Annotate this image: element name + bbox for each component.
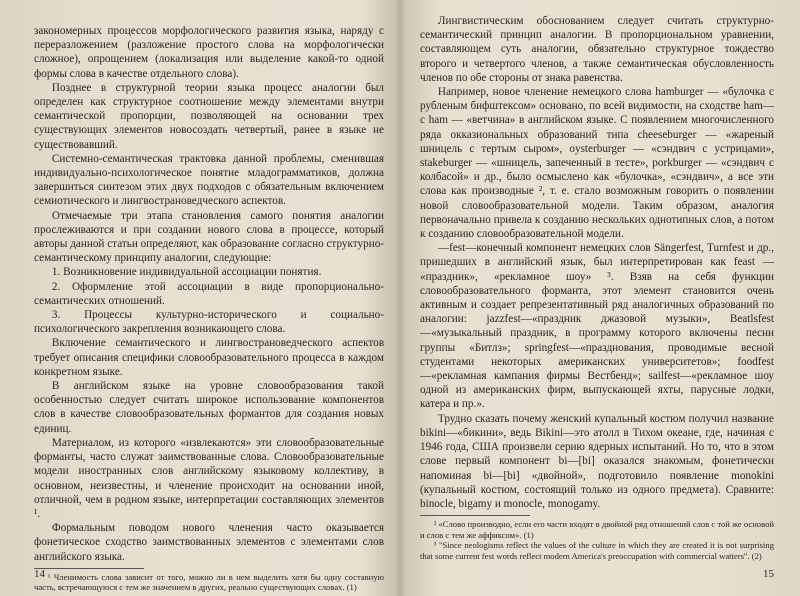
paragraph: закономерных процессов морфологического развития языка, наряду с переразложением (разложение простого слова на морфологически сложное), опрощением (локализация или выделение какой-то одной формы слова в качестве отдельного слова). [34,25,384,80]
footnote: ² «Слово производно, если его части входят в двойной ряд отношений слов с той же основой и слов с тем же аффиксом». (1) [420,519,774,540]
paragraph: Позднее в структурной теории языка процесс аналогии был определен как структурное соотношение между элементами внутри семантической пропорции, позволяющей на основании трех существующих элементов новосоздать четвертый, ранее в языке не существовавший. [34,81,384,151]
left-footnotes [34,572,384,593]
paragraph: Например, новое членение немецкого слова hamburger — «булочка с рубленым бифштексом» основано, по всей видимости, на сходстве ham— с ham — «ветчина» в английском языке. С появлением многочисленного ряда окказиональных образований типа cheeseburger — «жареный шницель с тертым сыром», oysterburger — «сэндвич с устрицами», stakeburger — «шницель, запеченный в тесте», porkburger — «сэндвич с колбасой» и др., было осмыслено как «булочка», «сэндвич», а все эти слова как производные ², т. е. стало возможным говорить о появлении новой словообразовательной модели. Таким образом, аналогия первоначально привела к созданию нескольких однотипных слов, а потом к созданию словообразовательной модели. [420,86,774,241]
right-footnotes [420,519,774,561]
paragraph: В английском языке на уровне словообразования такой особенностью следует считать широкое использование компонентов слов в качестве словообразовательных формантов для создания новых единиц. [34,380,384,435]
footnote-divider [34,568,144,569]
paragraph: Системно-семантическая трактовка данной проблемы, сменившая индивидуально-психологическое понятие младограмматиков, должна завершиться синтезом этих двух подходов с обязательным включением семиотического и лингвострановедческого аспектов. [34,152,384,208]
list-item: 1. Возникновение индивидуальной ассоциации понятия. [51,266,322,279]
footnote: ³ "Since neologisms reflect the values of the culture in which they are created it is not surprising that some current fest words reflect modern America's preoccupation with commercial watters". (2) [420,540,774,561]
list-item: 2. Оформление этой ассоциации в виде пропорционально-семантических отношений. [34,280,384,307]
paragraph: —fest—конечный компонент немецких слов Sängerfest, Turnfest и др., пришедших в английский язык, был интерпретирован как feast — «праздник», «рекламное шоу» ³. Взяв на себя функции словообразовательного форманта, этот элемент становится очень активным и создает репрезентативный ряд аналогичных образований по аналогии: jazzfest—«праздник джазовой музыки», Beatlsfest—«музыкальный праздник, в программу которого включены песни группы «Битлз»; springfest—«празднования, проводимые весной студентами некоторых американских университетов»; foodfest—«рекламная кампания фирмы Вестбенд»; sailfest—«рекламное шоу одной из американских фирм, выпускающей яхты, парусные лодки, катера и пр.». [420,242,774,411]
paragraph: Трудно сказать почему женский купальный костюм получил название bikini—«бикини», ведь Bikini—это атолл в Тихом океане, где, начиная с 1946 года, США произвели серию ядерных испытаний. Но то, что в этом слове первый компонент bi—[bi] оказался знакомым, фонетически напоминая bi—[bi] «двойной», подготовило появление monokini (купальный костюм, состоящий только из одного предмета). Сравните: binocle, bigamy и monocle, monogamy. [420,412,774,510]
right-page [402,0,800,596]
page-number: 15 [763,568,774,580]
left-page [0,0,398,596]
right-body-text [420,14,774,511]
paragraph: Лингвистическим обоснованием следует считать структурно-семантический принцип аналогии. В пропорциональном уравнении, составляющем суть аналогии, обязательно структурное тождество второго и четвертого членов, а также семантическая обусловленность членов по обе стороны от знака равенства. [420,15,774,84]
paragraph: Формальным поводом нового членения часто оказывается фонетическое сходство заимствованных элементов с элементами слов английского языка. [34,522,384,563]
paragraph: Отмечаемые три этапа становления самого понятия аналогии прослеживаются и при создании нового слова в процессе, который авторы данной статьи определяют, как образование согласно структурно-семантическому принципу аналогии, следующие: [34,209,385,265]
list-item: 3. Процессы культурно-исторического и социально-психологического закрепления возникающего слова. [34,309,384,336]
left-body-text [34,24,384,564]
footnote-divider [420,515,530,516]
page-number: 14 [34,568,45,580]
paragraph: Включение семантического и лингвострановедческого аспектов требует описания специфики словообразовательного процесса в каждом конкретном языке. [34,337,384,378]
footnote: ¹ Членимость слова зависит от того, можно ли в нем выделить хотя бы одну составную часть, встречающуюся с тем же значением в других, реально существующих словах. (1) [34,571,384,593]
paragraph: Материалом, из которого «извлекаются» эти словообразовательные форманты, часто служат заимствованные слова. Словообразовательные модели иностранных слов английскому языковому коллективу, в основном, неизвестны, и членение происходит на основании иной, отличной, чем в родном языке, интерпретации составляющих элементов ¹. [34,436,384,520]
